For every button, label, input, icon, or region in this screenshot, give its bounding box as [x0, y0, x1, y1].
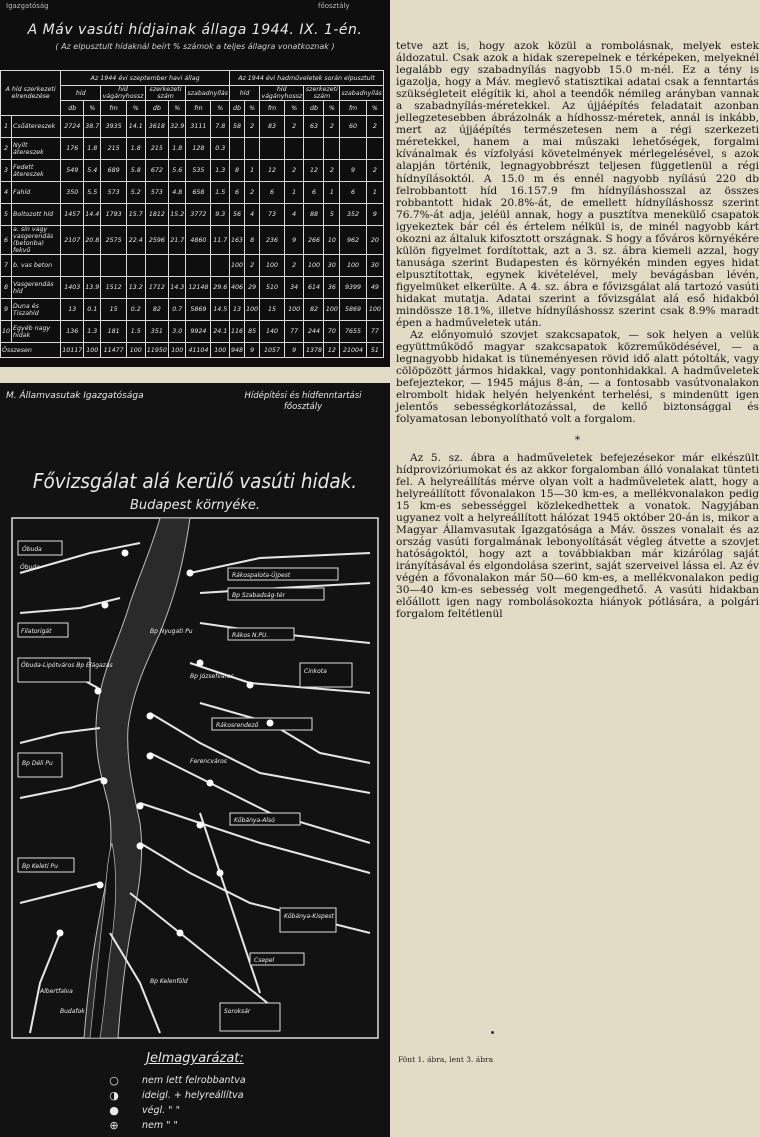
map-legend	[108, 1073, 246, 1133]
table-cell: 0.3	[211, 138, 230, 160]
row-label: b. vas beton	[12, 255, 61, 277]
circle-half-icon: ◑	[109, 1088, 119, 1102]
table-cell: 1793	[101, 204, 127, 226]
table-cell: 12148	[186, 277, 211, 299]
table-cell: 128	[186, 138, 211, 160]
row-number: 6	[1, 226, 12, 255]
table-cell	[84, 255, 101, 277]
map-place-label: Bp Szabadság-tér	[232, 592, 286, 599]
map-place-label: Ferencváros	[190, 758, 227, 765]
map-place-label: Bp Nyugati Pu	[150, 628, 193, 635]
unit-cell: %	[366, 101, 383, 116]
total-cell: 100	[169, 343, 186, 358]
table-cell: 9	[340, 160, 366, 182]
total-cell: 12	[324, 343, 340, 358]
table-cell: 36	[324, 277, 340, 299]
table-cell: 100	[340, 255, 366, 277]
table-cell	[126, 255, 145, 277]
map-place-label: Óbuda-Lipótváros Bp Elágazás	[21, 662, 113, 669]
table-cell: 614	[304, 277, 324, 299]
table-cell: 6	[304, 182, 324, 204]
total-cell: 948	[230, 343, 245, 358]
table-cell: 0.1	[84, 299, 101, 321]
row-number: 2	[1, 138, 12, 160]
table-cell: 140	[260, 321, 285, 343]
railway-map	[0, 513, 390, 1043]
table-cell: 100	[324, 299, 340, 321]
table-cell: 70	[324, 321, 340, 343]
table-cell: 13.9	[84, 277, 101, 299]
unit-cell: %	[245, 101, 260, 116]
unit-cell: %	[211, 101, 230, 116]
table-header-left: Igazgatóság	[6, 2, 49, 10]
total-cell: 11950	[145, 343, 168, 358]
table-cell: 63	[304, 116, 324, 138]
table-cell: 100	[245, 299, 260, 321]
table-cell: 20	[366, 226, 383, 255]
table-cell: 2596	[145, 226, 168, 255]
table-cell: 30	[324, 255, 340, 277]
map-place-label: Bp Józsefváros	[190, 673, 234, 680]
table-cell: 100	[366, 299, 383, 321]
row-number: 3	[1, 160, 12, 182]
table-cell: 11.7	[211, 226, 230, 255]
table-row	[1, 204, 384, 226]
map-place-label: Filatorigát	[21, 628, 52, 635]
table-row	[1, 160, 384, 182]
table-cell: 3111	[186, 116, 211, 138]
table-cell: 100	[304, 255, 324, 277]
unit-cell: fm	[340, 101, 366, 116]
col-header-structure: A híd szerkezeti elrendezése	[1, 71, 61, 116]
table-cell: 100	[230, 255, 245, 277]
total-row	[1, 343, 384, 358]
table-cell: 5.5	[84, 182, 101, 204]
sub-header-cell: szerkezeti szám	[145, 86, 186, 101]
table-cell: 549	[61, 160, 84, 182]
table-cell: 136	[61, 321, 84, 343]
unit-cell: %	[324, 101, 340, 116]
col-group-inventory: Az 1944 évi szeptember havi állag	[61, 71, 230, 86]
table-cell: 658	[186, 182, 211, 204]
table-cell: 100	[260, 255, 285, 277]
table-cell: 14.3	[169, 277, 186, 299]
legend-label: nem lett felrobbantva	[142, 1075, 246, 1086]
article-paragraph: tetve azt is, hogy azok közül a rombolásnak, melyek estek áldozatul. Csak azok a hidak szerepelnek e térképeken, melyeknél legalább egy szabadnyílás nagyobb 15.0 m-nél. Ez a tény is igazolja, hogy a Máv. meglevő statisztikai adatai csak a fenntartás szükségleteit elégítik ki, ahol a teendők némileg arányban vannak a szabadnyílás-méretekkel. Az újjáépítés feladatait azonban jellegzetesebben ábrázolnák a hídhossz-méretek, annál is inkább, mert az újjáépítés természetesen nem a régi szerkezeti méretekkel, hanem a mai műszaki lehetőségek, forgalmi kívánalmak és vízfolyási követelmények mérlegelésével, s azok alapján történik, legnagyobbrészt teljesen függetlenül a régi hídnyílásoktól. A 15.0 m és ennél nagyobb nyílású 220 db felrobbantott híd 16.157.9 fm hídnyíláshosszal az összes robbantott hidak 20.8%-át, de emellett hídnyíláshossz szerint 76.7%-át adja, jeléül annak, hogy a pusztítva menekülő csapatok igyekeztek bár cél és értelem nélkül is, de minél nagyobb kárt okozni az általuk kifosztott országnak. S hogy a főváros környékére külön figyelmet fordítottak, azt a 3. sz. ábra kiemeli azzal, hogy tanusága szerint Budapesten és környékén minden egyes hidat elpusztítottak, egynek kivételével, mely bevágásban lévén, figyelmüket elkerülte. A 4. sz. ábra e fővizsgálat alá tartozó vasúti hidakat mutatja. Adatai szerint a fővizsgálat alá eső hidakból mindössze 18.1%, illetve hídnyíláshossz szerint csak 8.9% maradt épen a hadműveletek után.	[396, 40, 759, 330]
unit-cell: %	[84, 101, 101, 116]
table-cell: 689	[101, 160, 127, 182]
map-place-label: Budafok	[60, 1008, 85, 1015]
figure-caption: Fönt 1. ábra, lent 3. ábra	[398, 1055, 494, 1064]
table-cell	[211, 255, 230, 277]
bridge-condition-table	[0, 70, 384, 358]
table-cell: 85	[245, 321, 260, 343]
table-cell: 58	[230, 116, 245, 138]
table-row	[1, 321, 384, 343]
map-place-label: Bp Déli Pu	[22, 760, 53, 767]
table-cell: 56	[230, 204, 245, 226]
table-cell: 352	[340, 204, 366, 226]
table-cell: 4	[284, 204, 304, 226]
table-cell: 116	[230, 321, 245, 343]
table-cell: 1.3	[211, 160, 230, 182]
table-subtitle: ( Az elpusztult hídaknál beírt % számok a teljes állagra vonatkoznak )	[55, 42, 335, 51]
unit-cell: db	[145, 101, 168, 116]
table-cell: 73	[260, 204, 285, 226]
table-cell: 181	[101, 321, 127, 343]
table-cell: 573	[145, 182, 168, 204]
table-cell	[366, 138, 383, 160]
table-cell: 13	[230, 299, 245, 321]
map-place-label: Cinkota	[304, 668, 327, 675]
table-cell: 82	[145, 299, 168, 321]
row-number: 7	[1, 255, 12, 277]
table-cell: 163	[230, 226, 245, 255]
table-cell: 244	[304, 321, 324, 343]
railway-lines	[20, 543, 370, 1033]
table-cell: 6	[260, 182, 285, 204]
table-cell: 77	[366, 321, 383, 343]
table-cell	[61, 255, 84, 277]
table-cell: 9924	[186, 321, 211, 343]
map-place-label: Rákos N.PU.	[232, 632, 269, 639]
unit-cell: %	[126, 101, 145, 116]
map-place-label: Rákosrendező	[216, 722, 259, 729]
table-cell: 3772	[186, 204, 211, 226]
article-paragraph: Az 5. sz. ábra a hadműveletek befejezésekor már elkészült hídprovizóriumokat és az akkor forgalomban álló vonalakat tünteti fel. A helyreállítás mérve olyan volt a hadműveletek alatt, hogy a helyreállított fővonalakon 15—30 km-es, a mellékvonalakon pedig 15 km-es sebességgel közlekedhettek a vonatok. Nagyjában ugyanez volt a helyreállított hálózat 1945 október 20-án is, mikor a Magyar Államvasutak Igazgatósága a Máv. összes vonalait és az ország vasúti forgalmának lebonyolítását végleg átvette a szovjet hatóságoktól, hogy azt a továbbiakban már kizárólag saját irányításával és elgondolása szerint, saját szerveivel lássa el. Az év végén a fővonalakon már 50—60 km-es, a mellékvonalakon pedig 30—40 km-es sebesség volt megengedhető. A vasúti hidakban előállott igen nagy rombolásokozta hiányok pótlására, a polgári forgalom feltétlenül	[396, 451, 759, 621]
table-row	[1, 255, 384, 277]
total-cell: 9	[284, 343, 304, 358]
table-cell: 6	[340, 182, 366, 204]
row-label: Csőátereszek	[12, 116, 61, 138]
table-cell	[101, 255, 127, 277]
sub-header-cell: híd	[230, 86, 260, 101]
total-label: Összesen	[1, 343, 61, 358]
table-cell: 15	[260, 299, 285, 321]
table-cell: 1812	[145, 204, 168, 226]
table-cell: 14.1	[126, 116, 145, 138]
total-cell: 100	[211, 343, 230, 358]
table-cell	[145, 255, 168, 277]
table-cell: 2	[284, 160, 304, 182]
row-number: 4	[1, 182, 12, 204]
total-cell: 1378	[304, 343, 324, 358]
total-cell: 41104	[186, 343, 211, 358]
map-place-label: Kőbánya-Alsó	[234, 817, 275, 824]
table-cell: 0.7	[169, 299, 186, 321]
table-title: A Máv vasúti hídjainak állaga 1944. IX. 1-én.	[27, 22, 363, 38]
table-cell: 7.8	[211, 116, 230, 138]
table-cell: 510	[260, 277, 285, 299]
table-cell: 1	[245, 160, 260, 182]
table-cell: 406	[230, 277, 245, 299]
table-cell: 1	[284, 182, 304, 204]
table-cell	[284, 138, 304, 160]
unit-cell: db	[304, 101, 324, 116]
table-cell: 21.7	[169, 226, 186, 255]
table-cell: 2107	[61, 226, 84, 255]
table-cell	[230, 138, 245, 160]
map-subtitle: Budapest környéke.	[129, 498, 261, 513]
table-cell: 4860	[186, 226, 211, 255]
total-cell: 21004	[340, 343, 366, 358]
table-cell: 2575	[101, 226, 127, 255]
row-label: Vasgerendás híd	[12, 277, 61, 299]
total-cell: 100	[126, 343, 145, 358]
table-cell: 350	[61, 182, 84, 204]
unit-cell: %	[169, 101, 186, 116]
table-cell: 77	[284, 321, 304, 343]
legend-label: végl. " "	[142, 1105, 180, 1116]
legend-item	[108, 1103, 246, 1118]
table-cell: 5.6	[169, 160, 186, 182]
total-cell: 100	[84, 343, 101, 358]
table-cell: 266	[304, 226, 324, 255]
table-cell: 1512	[101, 277, 127, 299]
table-cell: 1.5	[126, 321, 145, 343]
table-cell: 176	[61, 138, 84, 160]
map-place-label: Albertfalva	[40, 988, 73, 995]
row-number: 9	[1, 299, 12, 321]
row-label: Nyílt átereszek	[12, 138, 61, 160]
table-header-right: főosztály	[318, 2, 350, 10]
table-cell: 1403	[61, 277, 84, 299]
table-cell: 9.3	[211, 204, 230, 226]
table-cell: 14.5	[211, 299, 230, 321]
map-title: Fővizsgálat alá kerülő vasúti hidak.	[32, 469, 358, 493]
legend-item	[108, 1118, 246, 1133]
table-cell	[186, 255, 211, 277]
table-cell: 573	[101, 182, 127, 204]
table-cell: 215	[101, 138, 127, 160]
map-place-label: Kőbánya-Kispest	[284, 913, 334, 920]
table-cell: 4.8	[169, 182, 186, 204]
table-cell: 5.2	[126, 182, 145, 204]
row-number: 10	[1, 321, 12, 343]
sub-header-cell: szerkezeti szám	[305, 86, 338, 100]
table-cell: 15	[101, 299, 127, 321]
table-row	[1, 277, 384, 299]
table-cell: 4	[245, 204, 260, 226]
table-cell: 9	[284, 226, 304, 255]
table-cell: 672	[145, 160, 168, 182]
table-cell: 8	[245, 226, 260, 255]
map-place-label: Óbuda	[22, 546, 42, 553]
table-cell: 2	[284, 255, 304, 277]
table-cell	[169, 255, 186, 277]
budapest-bridge-map-figure	[0, 383, 390, 1137]
table-cell: 9	[366, 204, 383, 226]
legend-label: ideigl. + helyreállítva	[142, 1090, 244, 1101]
table-cell: 2	[284, 116, 304, 138]
section-separator: *	[574, 433, 581, 446]
table-cell: 14.4	[84, 204, 101, 226]
row-label: Fahíd	[12, 182, 61, 204]
table-cell: 5869	[186, 299, 211, 321]
unit-cell: fm	[186, 101, 211, 116]
unit-cell: %	[284, 101, 304, 116]
row-number: 1	[1, 116, 12, 138]
table-cell: 1.5	[211, 182, 230, 204]
map-place-label: Csepel	[254, 957, 275, 964]
table-row	[1, 138, 384, 160]
table-cell: 1712	[145, 277, 168, 299]
row-label: Egyéb nagy hidak	[12, 321, 61, 343]
table-cell: 8	[230, 160, 245, 182]
sub-header-cell: szabadnyílás	[186, 86, 230, 101]
table-cell: 38.7	[84, 116, 101, 138]
table-cell: 13	[61, 299, 84, 321]
table-cell: 351	[145, 321, 168, 343]
sub-header-cell: szabadnyílás	[340, 86, 384, 101]
table-cell: 1457	[61, 204, 84, 226]
table-cell: 2724	[61, 116, 84, 138]
table-cell: 100	[284, 299, 304, 321]
legend-item	[108, 1088, 246, 1103]
article-column	[396, 40, 759, 620]
table-cell: 5.4	[84, 160, 101, 182]
table-cell: 3935	[101, 116, 127, 138]
map-place-label: Bp Keleti Pu	[22, 863, 58, 870]
unit-cell: db	[61, 101, 84, 116]
map-org-right: Hídépítési és hídfenntartási főosztály	[244, 391, 362, 412]
col-group-destroyed: Az 1944 évi hadműveletek során elpusztult	[230, 71, 384, 86]
table-cell: 82	[304, 299, 324, 321]
table-cell	[324, 138, 340, 160]
table-cell: 7655	[340, 321, 366, 343]
table-cell	[304, 138, 324, 160]
map-place-label: Soroksár	[224, 1008, 251, 1015]
sub-header-cell: híd	[61, 86, 101, 101]
table-cell: 0.2	[126, 299, 145, 321]
row-label: Boltozott híd	[12, 204, 61, 226]
article-paragraph: Az előnyomuló szovjet szakcsapatok, — sok helyen a velük együttműködő magyar szakcsapatok közreműködésével, — a legnagyobb hidakat is tüneményesen rövid idő alatt pótolták, vagy cölöpözött jármos hidakkal, vagy pontonhidakkal. A hadműveletek befejeztekor, — 1945 május 8-án, — a fontosabb vasútvonalakon elrombolt hidak helyén helyenként terhelési, s mindenütt igen jelentős sebességkorlátozással, de kellő biztonsággal és folyamatosan lebonyolítható volt a forgalom.	[396, 329, 759, 426]
map-place-label: Rákospalota-Újpest	[232, 572, 291, 579]
map-place-label: Bp Kelenföld	[150, 978, 188, 985]
table-cell	[340, 138, 366, 160]
table-cell: 29	[245, 277, 260, 299]
table-cell: 12	[260, 160, 285, 182]
table-cell: 1	[366, 182, 383, 204]
table-cell: 2	[245, 255, 260, 277]
table-cell: 24.1	[211, 321, 230, 343]
table-cell: 83	[260, 116, 285, 138]
table-cell: 2	[245, 116, 260, 138]
table-cell: 5.8	[126, 160, 145, 182]
table-cell: 1.8	[169, 138, 186, 160]
table-cell: 535	[186, 160, 211, 182]
table-cell: 15.2	[169, 204, 186, 226]
table-cell: 34	[284, 277, 304, 299]
table-cell: 2	[366, 116, 383, 138]
table-cell: 6	[230, 182, 245, 204]
total-cell: 10117	[61, 343, 84, 358]
table-row	[1, 299, 384, 321]
circle-full-icon: ●	[109, 1103, 119, 1117]
total-cell: 9	[245, 343, 260, 358]
table-cell: 2	[324, 160, 340, 182]
table-cell: 9399	[340, 277, 366, 299]
table-cell: 22.4	[126, 226, 145, 255]
table-cell: 49	[366, 277, 383, 299]
table-cell: 1.3	[84, 321, 101, 343]
circle-cross-icon: ⊕	[109, 1118, 119, 1132]
table-row	[1, 116, 384, 138]
table-cell: 29.6	[211, 277, 230, 299]
table-cell: 5869	[340, 299, 366, 321]
table-cell: 1.8	[126, 138, 145, 160]
table-cell: 30	[366, 255, 383, 277]
row-number: 8	[1, 277, 12, 299]
table-cell: 3618	[145, 116, 168, 138]
row-number: 5	[1, 204, 12, 226]
table-cell: 12	[304, 160, 324, 182]
total-cell: 1057	[260, 343, 285, 358]
sub-header-cell: híd vágányhossz	[102, 86, 144, 100]
table-row	[1, 226, 384, 255]
row-label: a. sín vagy vasgerendás (betonba) fekvő	[12, 226, 61, 255]
row-label: Fedett átereszek	[12, 160, 61, 182]
legend-label: nem " "	[142, 1120, 178, 1131]
table-cell: 15.7	[126, 204, 145, 226]
legend-item	[108, 1073, 246, 1088]
table-cell: 20.8	[84, 226, 101, 255]
table-cell: 2	[245, 182, 260, 204]
table-cell: 3.0	[169, 321, 186, 343]
table-cell: 2	[324, 116, 340, 138]
table-cell: 5	[324, 204, 340, 226]
unit-cell: fm	[101, 101, 127, 116]
table-row	[1, 182, 384, 204]
table-cell: 236	[260, 226, 285, 255]
map-place-label: Óbuda	[20, 564, 40, 571]
station-boxes	[18, 541, 352, 1031]
table-cell	[260, 138, 285, 160]
unit-cell: db	[230, 101, 245, 116]
row-label: Duna és Tiszahíd	[12, 299, 61, 321]
table-cell: 962	[340, 226, 366, 255]
sub-header-cell: híd vágányhossz	[261, 86, 303, 100]
page-dot	[491, 1031, 494, 1034]
legend-title: Jelmagyarázat:	[146, 1051, 244, 1066]
table-cell: 2	[366, 160, 383, 182]
table-cell: 60	[340, 116, 366, 138]
circle-open-icon: ○	[109, 1073, 119, 1087]
table-cell: 10	[324, 226, 340, 255]
map-place-labels	[20, 546, 335, 1015]
bridge-table-figure	[0, 0, 390, 367]
table-cell: 32.9	[169, 116, 186, 138]
total-cell: 11477	[101, 343, 127, 358]
table-cell	[245, 138, 260, 160]
table-cell: 13.2	[126, 277, 145, 299]
map-org-left: M. Államvasutak Igazgatósága	[6, 391, 144, 401]
table-cell: 1	[324, 182, 340, 204]
table-cell: 1.8	[84, 138, 101, 160]
table-cell: 88	[304, 204, 324, 226]
total-cell: 51	[366, 343, 383, 358]
unit-cell: fm	[260, 101, 285, 116]
table-cell: 215	[145, 138, 168, 160]
